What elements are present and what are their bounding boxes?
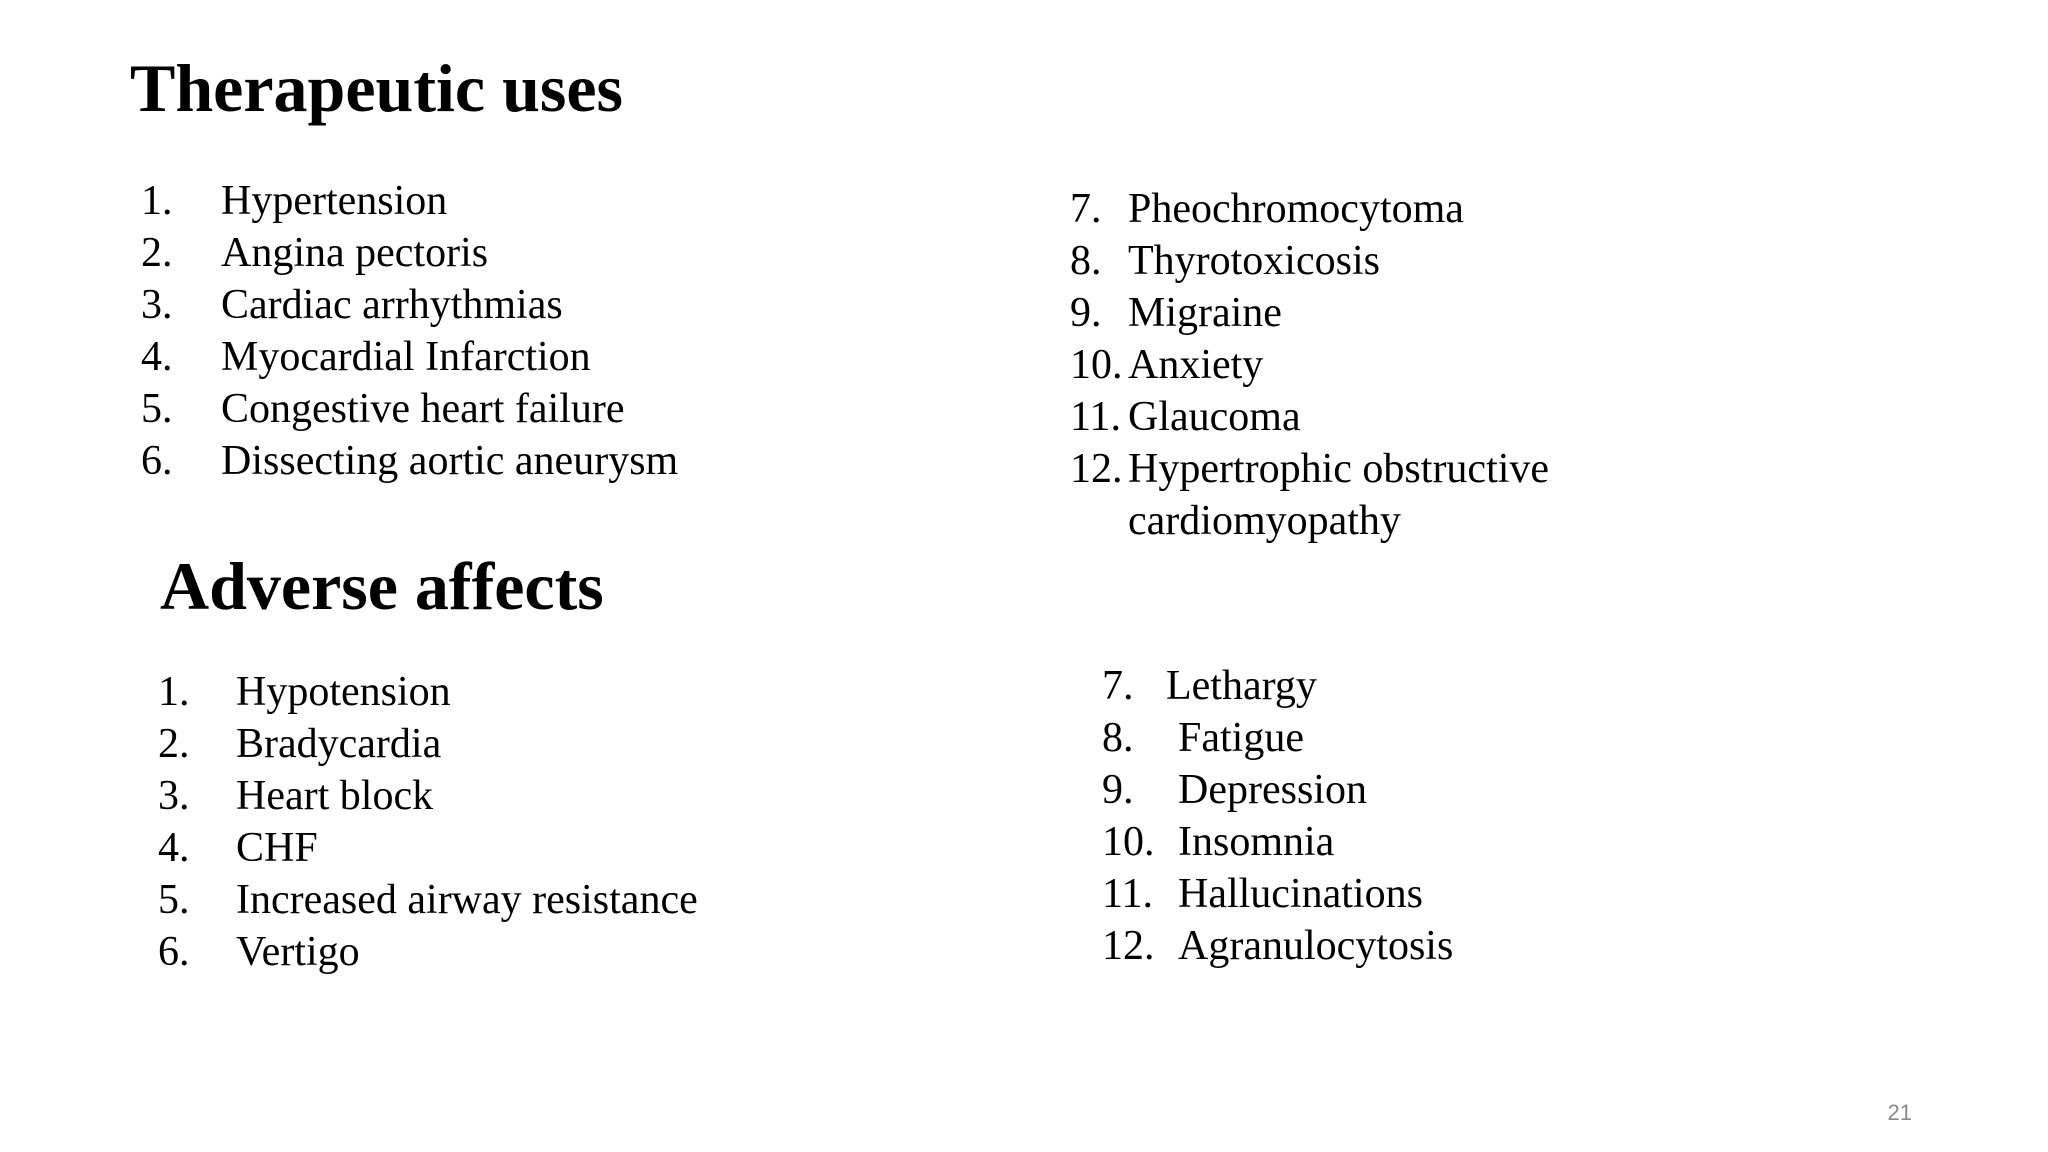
page-number: 21 bbox=[1887, 1100, 1912, 1125]
item-text: Depression bbox=[1178, 767, 1367, 813]
item-number: 1. bbox=[158, 669, 190, 715]
item-text: Heart block bbox=[236, 773, 434, 819]
adverse-affects-list-right bbox=[1102, 660, 1454, 972]
item-text: Angina pectoris bbox=[221, 230, 489, 276]
item-number: 2. bbox=[158, 721, 190, 767]
list-item bbox=[1102, 816, 1335, 868]
item-number: 10. bbox=[1102, 819, 1155, 865]
list-item bbox=[1070, 287, 1282, 339]
list-item bbox=[1102, 920, 1454, 972]
list-item bbox=[1070, 391, 1301, 443]
item-text: cardiomyopathy bbox=[1128, 498, 1401, 544]
item-text: Increased airway resistance bbox=[236, 877, 698, 923]
item-number: 12. bbox=[1102, 923, 1155, 969]
item-text: Hypertrophic obstructive bbox=[1128, 446, 1550, 492]
therapeutic-uses-list-left bbox=[141, 175, 679, 487]
item-text: Hallucinations bbox=[1178, 871, 1423, 917]
item-text: Lethargy bbox=[1166, 663, 1317, 709]
list-item bbox=[1070, 235, 1380, 287]
list-item bbox=[1102, 868, 1423, 920]
list-item bbox=[141, 435, 679, 487]
item-text: Myocardial Infarction bbox=[221, 334, 591, 380]
item-number: 3. bbox=[158, 773, 190, 819]
item-number: 8. bbox=[1070, 238, 1102, 284]
item-number: 5. bbox=[141, 386, 173, 432]
adverse-affects-list-left bbox=[158, 666, 698, 978]
item-number: 6. bbox=[141, 438, 173, 484]
item-number: 4. bbox=[141, 334, 173, 380]
item-text: Insomnia bbox=[1178, 819, 1335, 865]
item-text: Fatigue bbox=[1178, 715, 1304, 761]
item-text: Glaucoma bbox=[1128, 394, 1301, 440]
item-text: Cardiac arrhythmias bbox=[221, 282, 563, 328]
list-item bbox=[158, 874, 698, 926]
list-item bbox=[1102, 660, 1317, 712]
item-number: 9. bbox=[1070, 290, 1102, 336]
item-text: Migraine bbox=[1128, 290, 1282, 336]
item-text: Hypertension bbox=[221, 178, 448, 224]
item-number: 7. bbox=[1102, 663, 1134, 709]
item-number: 3. bbox=[141, 282, 173, 328]
item-number: 12. bbox=[1070, 446, 1123, 492]
item-number: 11. bbox=[1102, 871, 1153, 917]
item-number: 10. bbox=[1070, 342, 1123, 388]
item-number: 9. bbox=[1102, 767, 1134, 813]
therapeutic-uses-title: Therapeutic uses bbox=[130, 50, 623, 126]
therapeutic-uses-list-right bbox=[1070, 183, 1550, 547]
list-item bbox=[158, 718, 442, 770]
list-item-continuation bbox=[1070, 495, 1401, 547]
item-text: Congestive heart failure bbox=[221, 386, 625, 432]
list-item bbox=[141, 331, 591, 383]
list-item bbox=[158, 770, 434, 822]
item-number: 1. bbox=[141, 178, 173, 224]
list-item bbox=[141, 175, 448, 227]
list-item bbox=[141, 383, 625, 435]
item-text: Anxiety bbox=[1128, 342, 1264, 388]
item-number: 2. bbox=[141, 230, 173, 276]
item-text: Agranulocytosis bbox=[1178, 923, 1454, 969]
list-item bbox=[141, 279, 563, 331]
list-item bbox=[158, 926, 360, 978]
list-item bbox=[141, 227, 489, 279]
list-item bbox=[1070, 339, 1264, 391]
item-text: Dissecting aortic aneurysm bbox=[221, 438, 679, 484]
item-number: 5. bbox=[158, 877, 190, 923]
list-item bbox=[1070, 183, 1464, 235]
item-number: 7. bbox=[1070, 186, 1102, 232]
list-item bbox=[1102, 712, 1304, 764]
item-number: 8. bbox=[1102, 715, 1134, 761]
item-text: Hypotension bbox=[236, 669, 451, 715]
list-item bbox=[1102, 764, 1367, 816]
item-text: CHF bbox=[236, 825, 318, 871]
item-text: Vertigo bbox=[236, 929, 360, 975]
item-text: Bradycardia bbox=[236, 721, 442, 767]
list-item bbox=[158, 822, 318, 874]
item-text: Pheochromocytoma bbox=[1128, 186, 1464, 232]
item-number: 11. bbox=[1070, 394, 1121, 440]
item-text: Thyrotoxicosis bbox=[1128, 238, 1380, 284]
item-number: 4. bbox=[158, 825, 190, 871]
list-item bbox=[1070, 443, 1550, 495]
item-number: 6. bbox=[158, 929, 190, 975]
list-item bbox=[158, 666, 451, 718]
adverse-affects-title: Adverse affects bbox=[160, 548, 604, 624]
